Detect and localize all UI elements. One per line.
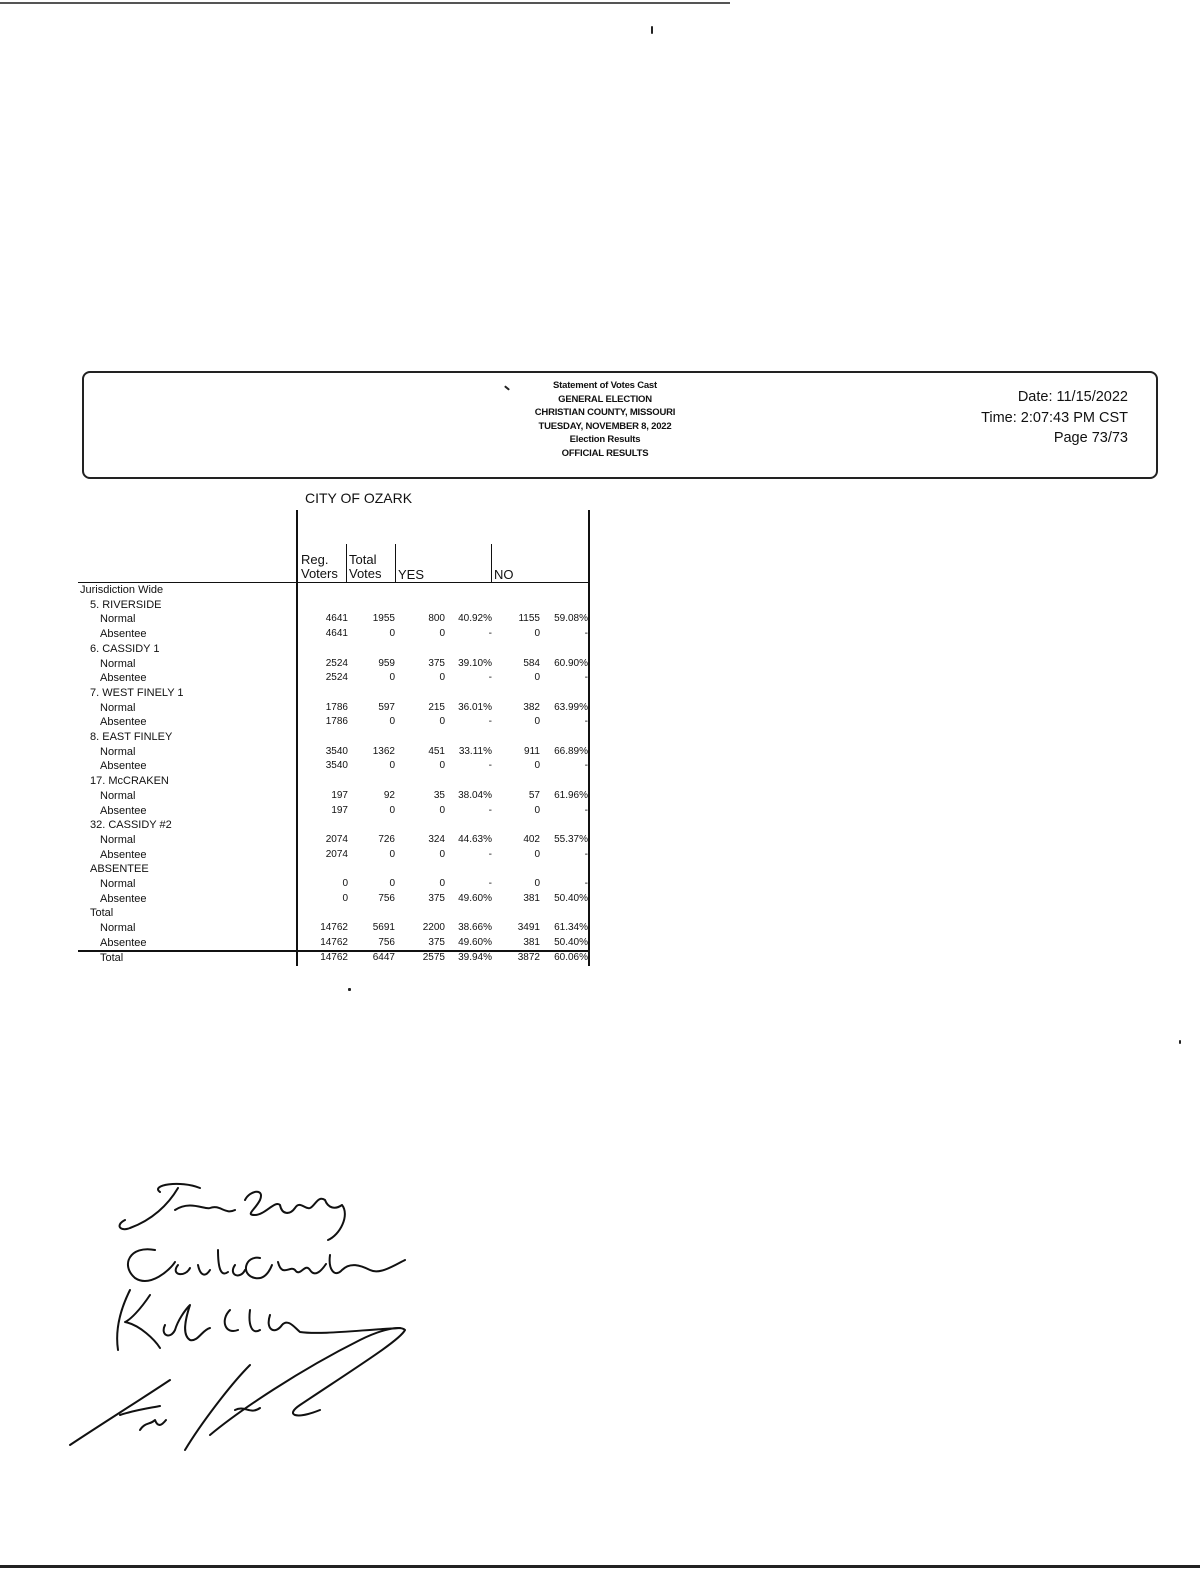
- row-label: ABSENTEE: [90, 863, 149, 876]
- no-percent-cell: 63.99%: [554, 701, 588, 713]
- table-row: [78, 627, 590, 642]
- scan-speck: [348, 988, 351, 991]
- table-rule: [491, 544, 492, 582]
- reg-voters-cell: 1786: [325, 716, 348, 728]
- total-votes-cell: 6447: [372, 951, 395, 963]
- row-label: Absentee: [100, 628, 147, 641]
- table-row: [78, 906, 590, 921]
- no-votes-cell: 402: [523, 833, 540, 845]
- row-label: Normal: [100, 701, 136, 714]
- header-line: CHRISTIAN COUNTY, MISSOURI: [534, 407, 676, 419]
- row-label: Normal: [100, 745, 136, 758]
- total-votes-cell: 0: [389, 628, 395, 640]
- yes-votes-cell: 0: [439, 760, 445, 772]
- table-row: [78, 671, 590, 686]
- no-percent-cell: 59.08%: [554, 613, 588, 625]
- row-label: 7. WEST FINELY 1: [90, 686, 184, 699]
- reg-voters-cell: 0: [342, 878, 348, 889]
- header-line: GENERAL ELECTION: [558, 393, 652, 405]
- table-row: [78, 936, 590, 951]
- table-row: [78, 818, 590, 833]
- yes-percent-cell: -: [488, 628, 492, 640]
- yes-votes-cell: 0: [439, 628, 445, 640]
- row-label: 32. CASSIDY #2: [90, 819, 172, 832]
- table-row: [78, 730, 590, 745]
- row-label: Total: [90, 907, 114, 920]
- no-votes-cell: 911: [524, 745, 540, 757]
- table-row: [78, 642, 590, 657]
- no-votes-cell: 0: [534, 878, 540, 889]
- table-row: [78, 745, 590, 760]
- report-header-title: [520, 379, 690, 461]
- col-header-text: Votes: [349, 566, 382, 581]
- row-label: Absentee: [100, 936, 147, 949]
- no-votes-cell: 382: [523, 701, 540, 713]
- no-percent-cell: -: [584, 716, 588, 728]
- reg-voters-cell: 2524: [325, 657, 348, 669]
- yes-votes-cell: 0: [439, 848, 445, 860]
- total-votes-cell: 1955: [372, 613, 395, 625]
- scan-speck: [651, 26, 653, 34]
- no-percent-cell: 60.06%: [554, 951, 588, 963]
- no-votes-cell: 381: [523, 936, 540, 948]
- table-row: [78, 951, 590, 966]
- results-table: [78, 510, 590, 966]
- yes-percent-cell: 49.60%: [458, 936, 492, 948]
- yes-percent-cell: -: [488, 804, 492, 816]
- row-label: Absentee: [100, 672, 147, 685]
- table-row: [78, 715, 590, 730]
- table-row: [78, 892, 590, 907]
- yes-percent-cell: 39.10%: [458, 657, 492, 669]
- col-header-text: Reg.: [301, 552, 329, 567]
- yes-votes-cell: 451: [428, 745, 445, 757]
- yes-votes-cell: 35: [433, 789, 445, 801]
- col-header-total-votes: [349, 553, 382, 581]
- no-votes-cell: 584: [523, 657, 540, 669]
- row-label: Absentee: [100, 804, 147, 817]
- reg-voters-cell: 3540: [325, 745, 348, 757]
- row-label: Absentee: [100, 716, 147, 729]
- yes-percent-cell: 49.60%: [458, 892, 492, 904]
- header-line: Election Results: [569, 434, 641, 446]
- yes-percent-cell: -: [488, 716, 492, 728]
- total-votes-cell: 756: [378, 892, 395, 904]
- report-page: Page 73/73: [1053, 430, 1128, 446]
- no-votes-cell: 1155: [518, 613, 540, 625]
- col-header-text: Total: [349, 552, 377, 567]
- row-label: 6. CASSIDY 1: [90, 642, 160, 655]
- report-header-meta: [981, 387, 1128, 449]
- row-label: Absentee: [100, 760, 147, 773]
- no-percent-cell: -: [584, 804, 588, 816]
- row-label: Normal: [100, 833, 136, 846]
- yes-percent-cell: 40.92%: [458, 613, 492, 625]
- table-row: [78, 774, 590, 789]
- row-label: Total: [100, 951, 124, 964]
- yes-votes-cell: 375: [428, 936, 445, 948]
- row-label: Absentee: [100, 848, 147, 861]
- yes-percent-cell: 38.04%: [458, 789, 492, 801]
- signature-2: [128, 1249, 405, 1281]
- total-votes-cell: 0: [389, 878, 395, 889]
- scan-edge-bottom: [0, 1565, 1200, 1568]
- table-row: [78, 686, 590, 701]
- row-label: Absentee: [100, 892, 147, 905]
- yes-percent-cell: 44.63%: [458, 833, 492, 845]
- reg-voters-cell: 4641: [325, 613, 348, 625]
- reg-voters-cell: 14762: [320, 951, 348, 963]
- jurisdiction-title: CITY OF OZARK: [305, 490, 413, 506]
- no-percent-cell: 61.34%: [554, 922, 588, 934]
- total-votes-cell: 959: [378, 657, 395, 669]
- yes-votes-cell: 2575: [422, 951, 445, 963]
- report-date: Date: 11/15/2022: [1017, 389, 1128, 405]
- row-label: Normal: [100, 613, 136, 626]
- table-row: [78, 877, 590, 892]
- no-votes-cell: 0: [534, 628, 540, 640]
- reg-voters-cell: 197: [331, 789, 348, 801]
- yes-votes-cell: 2200: [422, 922, 445, 934]
- yes-percent-cell: -: [488, 672, 492, 684]
- yes-percent-cell: 36.01%: [458, 701, 492, 713]
- total-votes-cell: 0: [389, 716, 395, 728]
- reg-voters-cell: 197: [331, 804, 348, 816]
- total-votes-cell: 0: [389, 804, 395, 816]
- reg-voters-cell: 14762: [320, 922, 348, 934]
- signature-1: [120, 1184, 345, 1240]
- no-votes-cell: 381: [523, 892, 540, 904]
- header-line: TUESDAY, NOVEMBER 8, 2022: [538, 420, 672, 432]
- reg-voters-cell: 2074: [325, 833, 348, 845]
- no-votes-cell: 3872: [517, 951, 540, 963]
- no-percent-cell: 55.37%: [554, 833, 588, 845]
- yes-votes-cell: 375: [428, 657, 445, 669]
- no-percent-cell: 50.40%: [554, 892, 588, 904]
- row-label: Normal: [100, 878, 136, 890]
- row-label: Normal: [100, 922, 136, 935]
- report-time: Time: 2:07:43 PM CST: [981, 409, 1128, 426]
- no-votes-cell: 0: [534, 848, 540, 860]
- yes-votes-cell: 324: [428, 833, 445, 845]
- total-votes-cell: 756: [378, 936, 395, 948]
- scan-edge-top: [0, 2, 730, 4]
- yes-percent-cell: 33.11%: [458, 745, 492, 757]
- table-row: [78, 848, 590, 863]
- table-row: [78, 833, 590, 848]
- no-votes-cell: 0: [534, 716, 540, 728]
- table-row: [78, 701, 590, 716]
- col-header-reg-voters: [301, 553, 338, 581]
- table-rule: [395, 544, 396, 582]
- yes-votes-cell: 215: [428, 701, 445, 713]
- col-header-text: Voters: [301, 566, 338, 581]
- no-votes-cell: 0: [534, 804, 540, 816]
- yes-votes-cell: 0: [439, 716, 445, 728]
- yes-votes-cell: 0: [439, 672, 445, 684]
- yes-votes-cell: 0: [439, 878, 445, 889]
- total-votes-cell: 5691: [372, 922, 395, 934]
- total-votes-cell: 92: [383, 789, 395, 801]
- no-percent-cell: 60.90%: [554, 657, 588, 669]
- row-label: 17. McCRAKEN: [90, 775, 169, 788]
- yes-votes-cell: 0: [439, 804, 445, 816]
- no-votes-cell: 0: [534, 760, 540, 772]
- no-percent-cell: -: [584, 628, 588, 640]
- table-row: [78, 598, 590, 613]
- table-row: [78, 612, 590, 627]
- total-votes-cell: 0: [389, 672, 395, 684]
- total-votes-cell: 0: [389, 848, 395, 860]
- yes-percent-cell: -: [488, 848, 492, 860]
- row-label: Normal: [100, 789, 136, 802]
- table-row: [78, 804, 590, 819]
- scan-speck: [1179, 1040, 1181, 1044]
- col-header-yes: YES: [398, 567, 425, 582]
- yes-percent-cell: -: [488, 760, 492, 772]
- col-header-no: NO: [494, 567, 514, 582]
- reg-voters-cell: 14762: [320, 936, 348, 948]
- no-votes-cell: 0: [534, 672, 540, 684]
- reg-voters-cell: 2074: [325, 848, 348, 860]
- reg-voters-cell: 1786: [325, 701, 348, 713]
- yes-votes-cell: 375: [428, 892, 445, 904]
- total-votes-cell: 597: [378, 701, 395, 713]
- row-label: 5. RIVERSIDE: [90, 598, 162, 611]
- no-percent-cell: -: [584, 760, 588, 772]
- reg-voters-cell: 0: [342, 892, 348, 904]
- no-percent-cell: -: [584, 672, 588, 684]
- row-label: 8. EAST FINLEY: [90, 731, 173, 743]
- reg-voters-cell: 2524: [325, 672, 348, 684]
- table-row: [78, 921, 590, 936]
- yes-percent-cell: 38.66%: [458, 922, 492, 934]
- yes-percent-cell: -: [488, 878, 492, 889]
- row-label: Jurisdiction Wide: [80, 584, 164, 596]
- yes-votes-cell: 800: [428, 613, 445, 625]
- header-line: OFFICIAL RESULTS: [561, 447, 649, 459]
- reg-voters-cell: 3540: [325, 760, 348, 772]
- no-votes-cell: 57: [528, 789, 540, 801]
- table-row: [78, 862, 590, 877]
- table-row: [78, 759, 590, 774]
- table-row: [78, 583, 590, 598]
- signatures-image: [60, 1170, 460, 1460]
- table-row: [78, 789, 590, 804]
- no-percent-cell: -: [584, 878, 588, 889]
- total-votes-cell: 1362: [372, 745, 395, 757]
- reg-voters-cell: 4641: [325, 628, 348, 640]
- total-votes-cell: 0: [389, 760, 395, 772]
- no-percent-cell: 61.96%: [554, 789, 588, 801]
- no-percent-cell: -: [584, 848, 588, 860]
- header-line: Statement of Votes Cast: [553, 380, 657, 391]
- no-percent-cell: 50.40%: [554, 936, 588, 948]
- row-label: Normal: [100, 657, 136, 670]
- signature-4: [70, 1328, 405, 1450]
- total-votes-cell: 726: [378, 833, 395, 845]
- table-rule: [346, 544, 347, 582]
- table-row: [78, 657, 590, 672]
- no-votes-cell: 3491: [517, 922, 540, 934]
- yes-percent-cell: 39.94%: [458, 951, 492, 963]
- no-percent-cell: 66.89%: [554, 745, 588, 757]
